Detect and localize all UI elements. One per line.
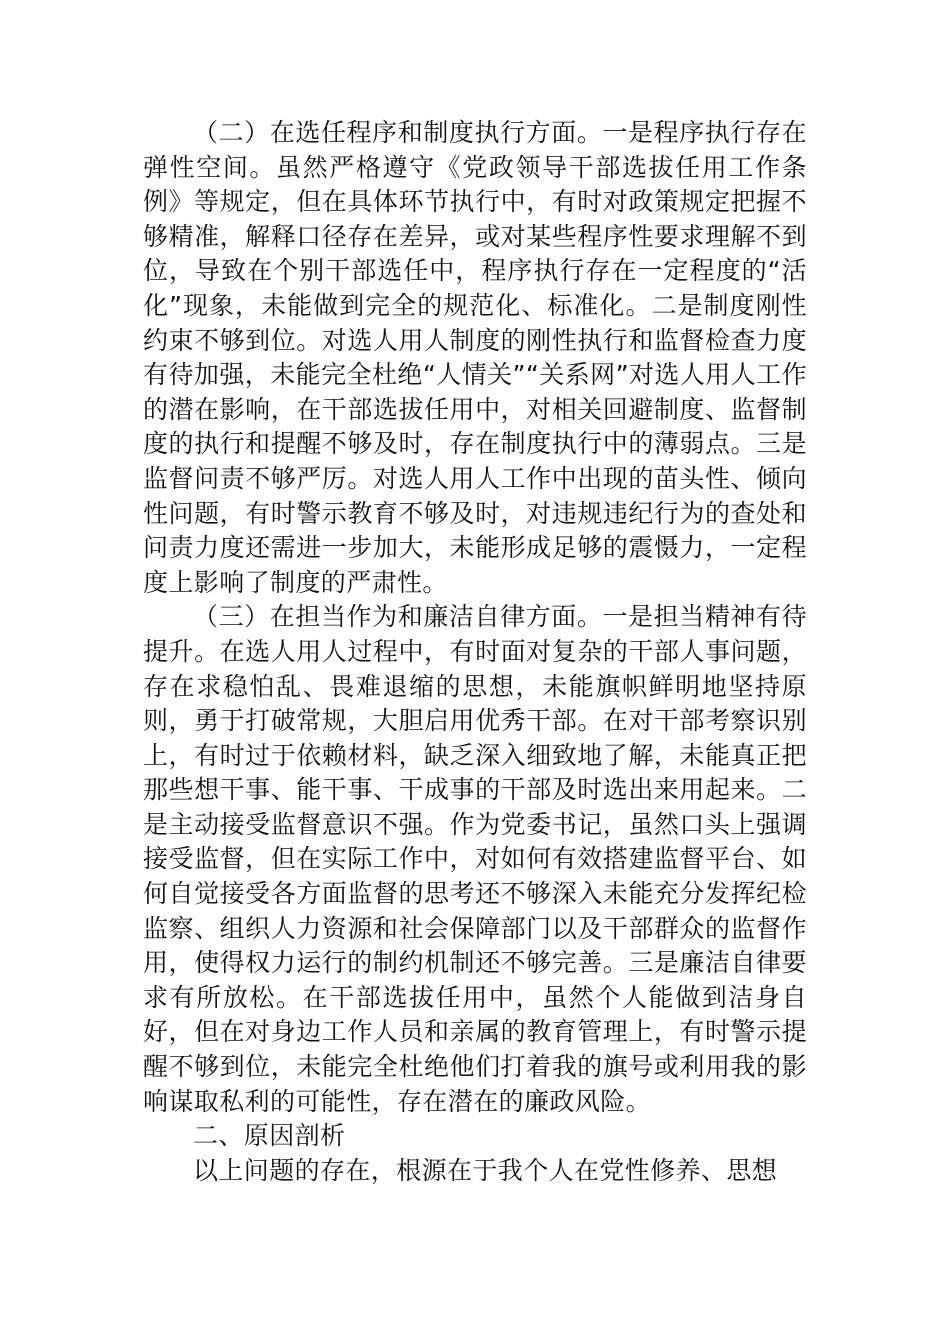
paragraph-cause-intro: 以上问题的存在，根源在于我个人在党性修养、思想 <box>193 1155 778 1185</box>
section-heading-cause-analysis: 二、原因剖析 <box>193 1121 346 1151</box>
paragraph-responsibility-integrity: （三）在担当作为和廉洁自律方面。一是担当精神有待提升。在选人用人过程中，有时面对复杂的干部人事问题，存在求稳怕乱、畏难退缩的思想，未能旗帜鲜明地坚持原则，勇于打破常规，大胆启用优秀干部。在对干部考察识别上，有时过于依赖材料，缺乏深入细致地了解，未能真正把那些想干事、能干事、干成事的干部及时选出来用起来。二是主动接受监督意识不强。作为党委书记，虽然口头上强调接受监督，但在实际工作中，对如何有效搭建监督平台、如何自觉接受各方面监督的思考还不够深入未能充分发挥纪检监察、组织人力资源和社会保障部门以及干部群众的监督作用，使得权力运行的制约机制还不够完善。三是廉洁自律要求有所放松。在干部选拔任用中，虽然个人能做到洁身自好，但在对身边工作人员和亲属的教育管理上，有时警示提醒不够到位，未能完全杜绝他们打着我的旗号或利用我的影响谋取私利的可能性，存在潜在的廉政风险。 <box>143 602 807 1116</box>
document-body <box>143 116 807 1188</box>
paragraph-selection-procedure: （二）在选任程序和制度执行方面。一是程序执行存在弹性空间。虽然严格遵守《党政领导干部选拔任用工作条例》等规定，但在具体环节执行中，有时对政策规定把握不够精准，解释口径存在差异，或对某些程序性要求理解不到位，导致在个别干部选任中，程序执行存在一定程度的“活化”现象，未能做到完全的规范化、标准化。二是制度刚性约束不够到位。对选人用人制度的刚性执行和监督检查力度有待加强，未能完全杜绝“人情关”“关系网”对选人用人工作的潜在影响，在干部选拔任用中，对相关回避制度、监督制度的执行和提醒不够及时，存在制度执行中的薄弱点。三是监督问责不够严厉。对选人用人工作中出现的苗头性、倾向性问题，有时警示教育不够及时，对违规违纪行为的查处和问责力度还需进一步加大，未能形成足够的震慑力，一定程度上影响了制度的严肃性。 <box>143 118 807 597</box>
